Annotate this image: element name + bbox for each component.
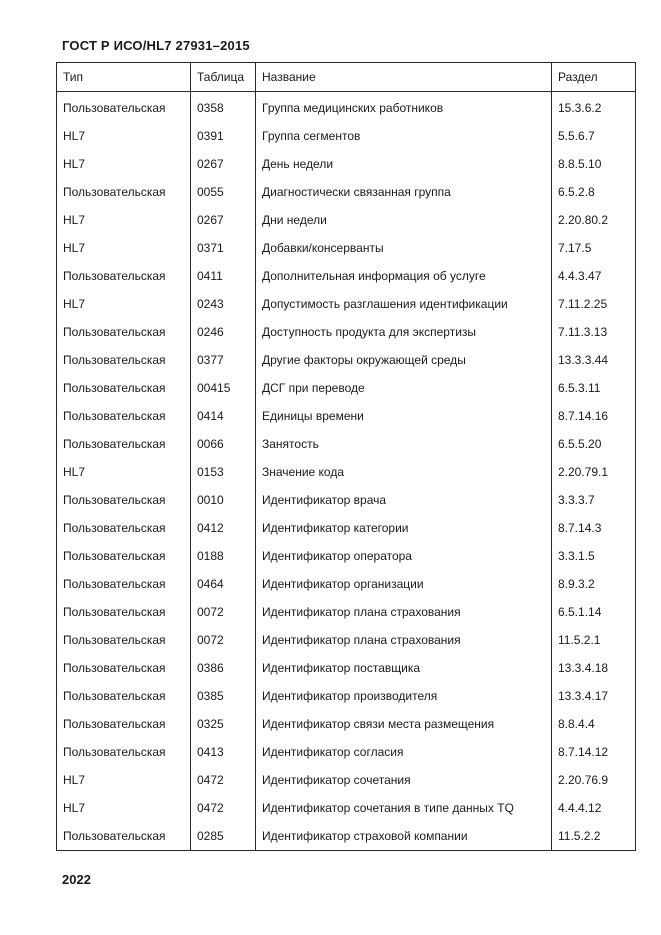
cell-name: Доступность продукта для экспертизы (256, 318, 552, 346)
cell-section: 8.8.4.4 (552, 710, 636, 738)
cell-section: 6.5.3.11 (552, 374, 636, 402)
cell-table-number: 0153 (191, 458, 256, 486)
cell-type: Пользовательская (57, 710, 191, 738)
cell-section: 8.9.3.2 (552, 570, 636, 598)
table-row (57, 346, 636, 374)
cell-name: Группа сегментов (256, 122, 552, 150)
cell-type: HL7 (57, 206, 191, 234)
cell-table-number: 0267 (191, 206, 256, 234)
table-row (57, 542, 636, 570)
cell-name: Диагностически связанная группа (256, 178, 552, 206)
reference-table (56, 62, 636, 851)
cell-table-number: 0413 (191, 738, 256, 766)
table-row (57, 486, 636, 514)
cell-table-number: 0472 (191, 766, 256, 794)
cell-section: 11.5.2.2 (552, 822, 636, 851)
cell-section: 7.11.3.13 (552, 318, 636, 346)
cell-section: 7.11.2.25 (552, 290, 636, 318)
cell-type: HL7 (57, 234, 191, 262)
cell-section: 15.3.6.2 (552, 92, 636, 123)
document-header: ГОСТ Р ИСО/HL7 27931–2015 (62, 38, 250, 53)
cell-type: Пользовательская (57, 514, 191, 542)
cell-table-number: 0267 (191, 150, 256, 178)
cell-section: 3.3.1.5 (552, 542, 636, 570)
table-row (57, 626, 636, 654)
cell-table-number: 0243 (191, 290, 256, 318)
cell-section: 6.5.5.20 (552, 430, 636, 458)
cell-table-number: 0055 (191, 178, 256, 206)
cell-name: Идентификатор производителя (256, 682, 552, 710)
table-row (57, 178, 636, 206)
table-row (57, 738, 636, 766)
cell-table-number: 0358 (191, 92, 256, 123)
cell-type: Пользовательская (57, 430, 191, 458)
cell-name: Идентификатор врача (256, 486, 552, 514)
cell-type: Пользовательская (57, 738, 191, 766)
table-row (57, 654, 636, 682)
cell-name: Идентификатор категории (256, 514, 552, 542)
cell-type: Пользовательская (57, 598, 191, 626)
cell-name: Дни недели (256, 206, 552, 234)
table-row (57, 822, 636, 851)
cell-section: 2.20.80.2 (552, 206, 636, 234)
cell-section: 8.7.14.3 (552, 514, 636, 542)
cell-type: Пользовательская (57, 346, 191, 374)
cell-name: ДСГ при переводе (256, 374, 552, 402)
table-row (57, 458, 636, 486)
cell-name: Идентификатор сочетания в типе данных TQ (256, 794, 552, 822)
cell-name: Добавки/консерванты (256, 234, 552, 262)
cell-type: HL7 (57, 458, 191, 486)
column-header-name: Название (256, 63, 552, 92)
cell-section: 11.5.2.1 (552, 626, 636, 654)
page-number: 2022 (62, 872, 91, 887)
cell-table-number: 00415 (191, 374, 256, 402)
cell-name: Группа медицинских работников (256, 92, 552, 123)
cell-name: Идентификатор плана страхования (256, 598, 552, 626)
cell-type: Пользовательская (57, 374, 191, 402)
cell-type: Пользовательская (57, 682, 191, 710)
table-row (57, 234, 636, 262)
cell-table-number: 0066 (191, 430, 256, 458)
table-row (57, 290, 636, 318)
cell-table-number: 0325 (191, 710, 256, 738)
cell-name: Единицы времени (256, 402, 552, 430)
cell-table-number: 0464 (191, 570, 256, 598)
cell-name: День недели (256, 150, 552, 178)
cell-type: HL7 (57, 794, 191, 822)
table-row (57, 206, 636, 234)
cell-name: Дополнительная информация об услуге (256, 262, 552, 290)
cell-name: Допустимость разглашения идентификации (256, 290, 552, 318)
cell-name: Идентификатор поставщика (256, 654, 552, 682)
column-header-type: Тип (57, 63, 191, 92)
cell-type: Пользовательская (57, 178, 191, 206)
cell-name: Идентификатор организации (256, 570, 552, 598)
cell-table-number: 0246 (191, 318, 256, 346)
cell-table-number: 0377 (191, 346, 256, 374)
cell-table-number: 0371 (191, 234, 256, 262)
cell-table-number: 0412 (191, 514, 256, 542)
column-header-table: Таблица (191, 63, 256, 92)
cell-type: Пользовательская (57, 92, 191, 123)
table-row (57, 262, 636, 290)
table-row (57, 794, 636, 822)
cell-section: 8.7.14.12 (552, 738, 636, 766)
cell-name: Занятость (256, 430, 552, 458)
cell-name: Значение кода (256, 458, 552, 486)
cell-section: 4.4.4.12 (552, 794, 636, 822)
cell-name: Идентификатор согласия (256, 738, 552, 766)
cell-name: Идентификатор страховой компании (256, 822, 552, 851)
cell-type: Пользовательская (57, 402, 191, 430)
table-row (57, 318, 636, 346)
table-row (57, 514, 636, 542)
cell-name: Идентификатор связи места размещения (256, 710, 552, 738)
column-header-section: Раздел (552, 63, 636, 92)
cell-name: Идентификатор оператора (256, 542, 552, 570)
cell-section: 5.5.6.7 (552, 122, 636, 150)
cell-name: Идентификатор сочетания (256, 766, 552, 794)
cell-type: Пользовательская (57, 486, 191, 514)
cell-type: Пользовательская (57, 654, 191, 682)
cell-section: 8.7.14.16 (552, 402, 636, 430)
table-header-row (57, 63, 636, 92)
table-row (57, 710, 636, 738)
cell-section: 6.5.2.8 (552, 178, 636, 206)
cell-table-number: 0414 (191, 402, 256, 430)
cell-type: Пользовательская (57, 318, 191, 346)
table-row (57, 682, 636, 710)
cell-table-number: 0188 (191, 542, 256, 570)
cell-type: HL7 (57, 122, 191, 150)
table-row (57, 374, 636, 402)
cell-name: Идентификатор плана страхования (256, 626, 552, 654)
cell-type: HL7 (57, 150, 191, 178)
table-row (57, 402, 636, 430)
cell-table-number: 0391 (191, 122, 256, 150)
cell-type: Пользовательская (57, 570, 191, 598)
cell-type: HL7 (57, 766, 191, 794)
table-row (57, 122, 636, 150)
cell-table-number: 0010 (191, 486, 256, 514)
cell-section: 7.17.5 (552, 234, 636, 262)
cell-table-number: 0472 (191, 794, 256, 822)
table-row (57, 570, 636, 598)
cell-table-number: 0285 (191, 822, 256, 851)
cell-type: HL7 (57, 290, 191, 318)
cell-table-number: 0072 (191, 626, 256, 654)
cell-section: 4.4.3.47 (552, 262, 636, 290)
table-row (57, 598, 636, 626)
cell-table-number: 0385 (191, 682, 256, 710)
cell-section: 8.8.5.10 (552, 150, 636, 178)
table-row (57, 766, 636, 794)
cell-name: Другие факторы окружающей среды (256, 346, 552, 374)
cell-type: Пользовательская (57, 542, 191, 570)
table-body (57, 92, 636, 851)
table-row (57, 150, 636, 178)
cell-type: Пользовательская (57, 822, 191, 851)
cell-table-number: 0072 (191, 598, 256, 626)
cell-section: 6.5.1.14 (552, 598, 636, 626)
table-row (57, 92, 636, 123)
cell-type: Пользовательская (57, 262, 191, 290)
cell-section: 13.3.4.17 (552, 682, 636, 710)
cell-section: 3.3.3.7 (552, 486, 636, 514)
table-row (57, 430, 636, 458)
cell-section: 13.3.3.44 (552, 346, 636, 374)
cell-section: 13.3.4.18 (552, 654, 636, 682)
cell-section: 2.20.79.1 (552, 458, 636, 486)
cell-table-number: 0411 (191, 262, 256, 290)
cell-table-number: 0386 (191, 654, 256, 682)
cell-type: Пользовательская (57, 626, 191, 654)
cell-section: 2.20.76.9 (552, 766, 636, 794)
